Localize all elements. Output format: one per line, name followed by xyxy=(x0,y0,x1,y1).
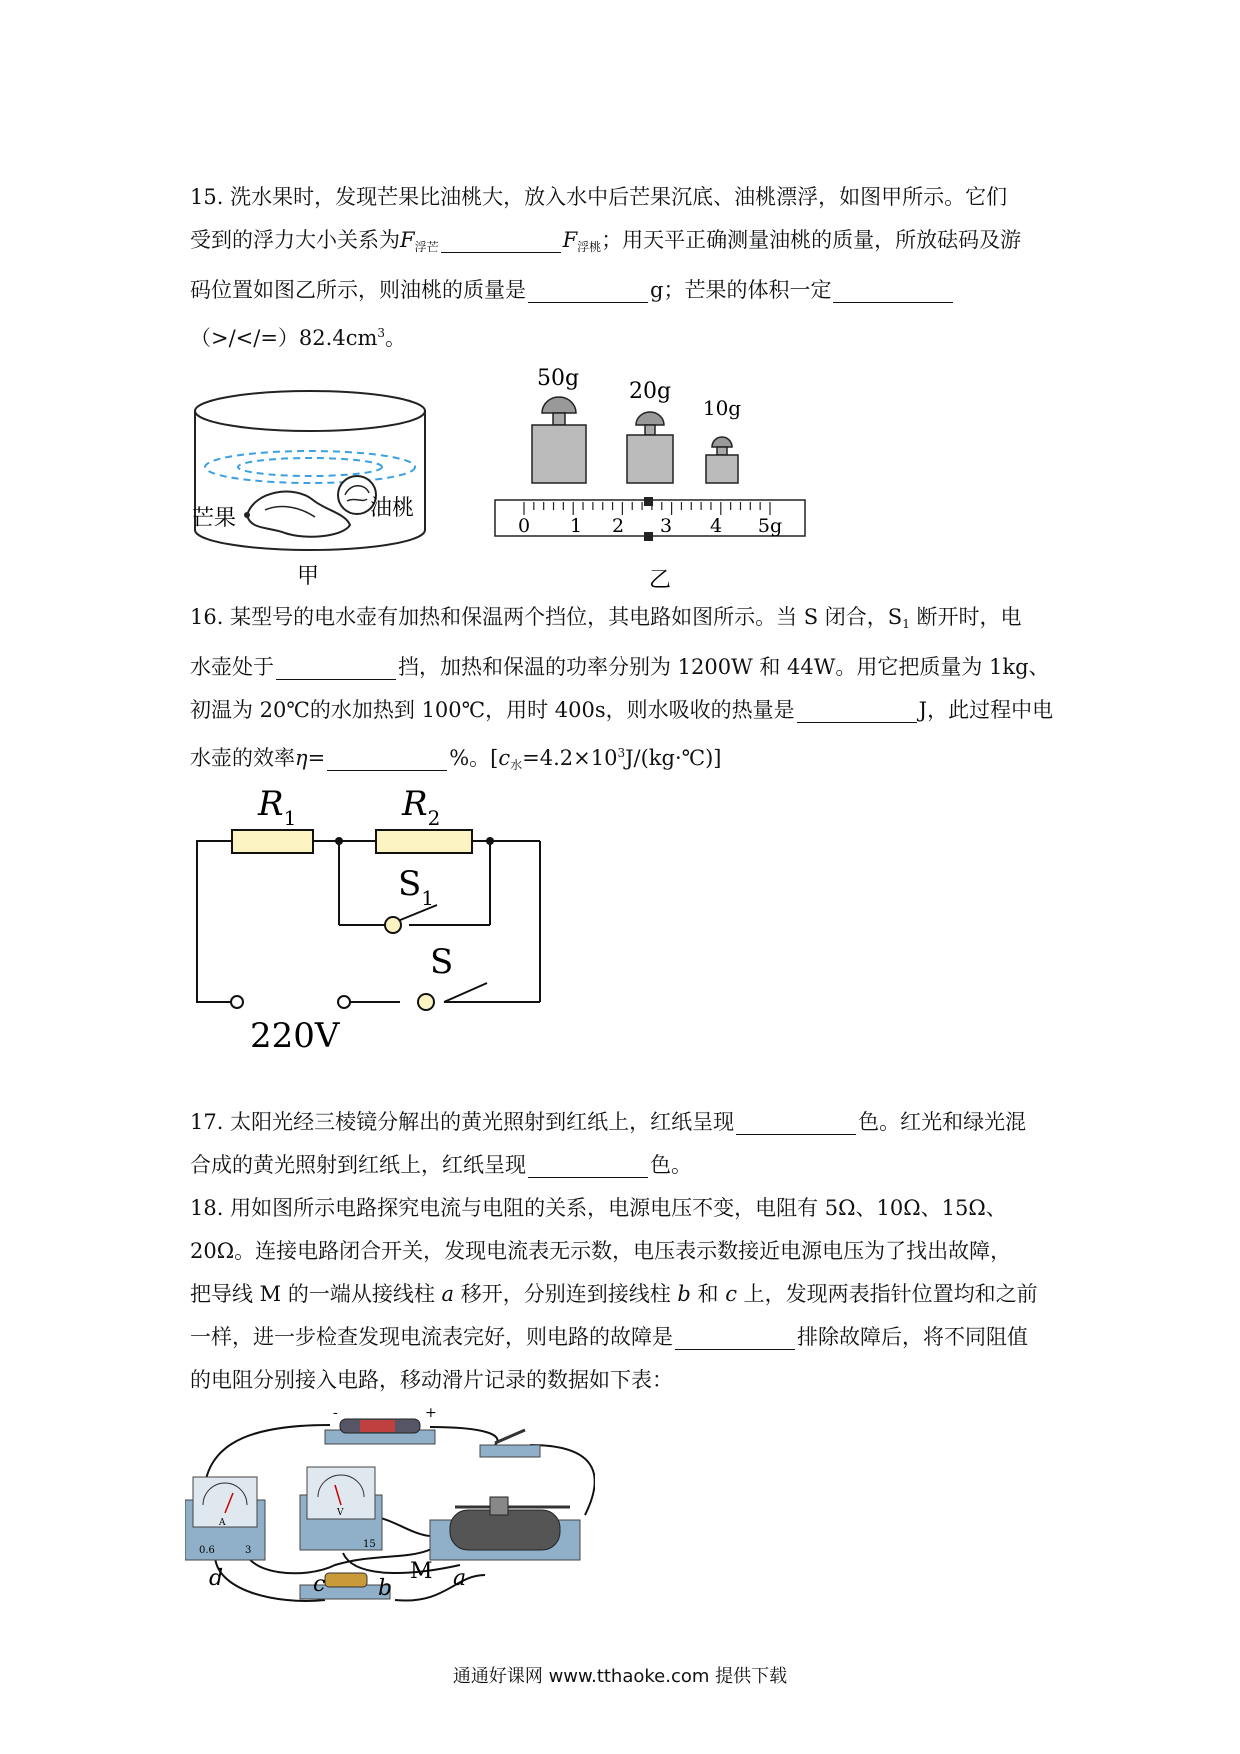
question-16-text xyxy=(190,596,1060,787)
label-mango: 芒果 xyxy=(192,506,237,531)
figure-kettle-circuit xyxy=(190,775,560,1055)
weight-50g-label: 50g xyxy=(536,366,580,391)
weight-10g-label: 10g xyxy=(702,396,742,420)
terminal-d-label: d xyxy=(209,1566,224,1591)
q18-line-1: 18. 用如图所示电路探究电流与电阻的关系，电源电压不变，电阻有 5Ω、10Ω、15Ω、 xyxy=(190,1196,1007,1220)
switch-s1-contact xyxy=(385,917,401,933)
voltmeter-v-label: V xyxy=(337,1508,344,1518)
page-footer: 通通好课网 www.tthaoke.com 提供下载 xyxy=(452,1666,788,1687)
q16-line-4: 水壶的效率η= %。$[c_水=4.2\times 10^3J/(kg\cdot℃)]$ xyxy=(190,746,722,772)
resistor-r2 xyxy=(376,830,472,853)
rider-marker xyxy=(644,497,653,506)
battery-minus-label: - xyxy=(333,1405,338,1421)
wire-m-label: M xyxy=(410,1559,433,1584)
answer-blank xyxy=(327,746,447,771)
answer-blank xyxy=(528,278,648,303)
ammeter-a-label: A xyxy=(219,1518,226,1528)
label-r2: $R_2$ xyxy=(402,784,441,830)
q15-line-2: 受到的浮力大小关系为$F_{浮芒}$ $F_{浮桃}$；用天平正确测量油桃的质量，所放砝码及游 xyxy=(190,228,1022,254)
label-s1: $S_1$ xyxy=(398,864,435,910)
ammeter-06-label: 0.6 xyxy=(199,1545,215,1556)
q16-line-3: 初温为 20℃的水加热到 100℃，用时 400s，则水吸收的热量是 J，此过程中电 xyxy=(190,698,1054,722)
q15-line-3: 码位置如图乙所示，则油桃的质量是 g；芒果的体积一定 xyxy=(190,269,1060,312)
terminal-b-label: b xyxy=(378,1576,393,1601)
label-220v: 220V xyxy=(250,1016,340,1055)
q18-line-2: 20Ω。连接电路闭合开关，发现电流表无示数，电压表示数接近电源电压为了找出故障， xyxy=(190,1239,1012,1263)
label-r1: $R_1$ xyxy=(258,784,297,830)
terminal-a-label: a xyxy=(453,1566,467,1591)
figure-jia-water-basin xyxy=(185,385,435,595)
answer-blank xyxy=(441,228,561,253)
weight-20g-label: 20g xyxy=(628,379,672,404)
answer-blank xyxy=(833,278,953,303)
terminal-c-label: c xyxy=(313,1572,326,1597)
answer-blank xyxy=(675,1325,795,1350)
label-s: S xyxy=(430,942,454,982)
label-nectarine: 油桃 xyxy=(370,496,415,521)
q18-line-4: 一样，进一步检查发现电流表完好，则电路的故障是 排除故障后，将不同阻值 xyxy=(190,1325,1028,1349)
caption-yi: 乙 xyxy=(648,568,672,593)
battery-plus-label: + xyxy=(425,1405,437,1421)
resistor-r1 xyxy=(232,830,313,853)
scale-tick-4: 4 xyxy=(709,515,723,537)
q18-line-3: 把导线 M 的一端从接线柱 a 移开，分别连到接线柱 b 和 c 上，发现两表指针位置均和之前 xyxy=(190,1282,1038,1306)
question-18-text xyxy=(190,1187,1060,1402)
answer-blank xyxy=(797,698,917,723)
q15-line-1: 15. 洗水果时，发现芒果比油桃大，放入水中后芒果沉底、油桃漂浮，如图甲所示。它们 xyxy=(190,185,1008,209)
answer-blank xyxy=(276,655,396,680)
q15-line-4: $(>/</=)82.4cm^3$。 xyxy=(190,326,407,350)
scale-tick-0: 0 xyxy=(517,515,531,537)
scale-tick-5g: 5g xyxy=(757,515,783,537)
q16-line-1: 16. 某型号的电水壶有加热和保温两个挡位，其电路如图所示。当 S 闭合，$S_1$ 断开时，电 xyxy=(190,605,1022,631)
question-15-text xyxy=(190,176,1060,360)
scale-tick-1: 1 xyxy=(569,515,583,537)
q17-line-1: 17. 太阳光经三棱镜分解出的黄光照射到红纸上，红纸呈现 色。红光和绿光混 xyxy=(190,1110,1027,1134)
scale-tick-3: 3 xyxy=(659,515,673,537)
q18-line-5: 的电阻分别接入电路，移动滑片记录的数据如下表： xyxy=(190,1368,673,1392)
voltmeter-15-label: 15 xyxy=(363,1539,376,1550)
answer-blank xyxy=(528,1153,648,1178)
q17-line-2: 合成的黄光照射到红纸上，红纸呈现 色。 xyxy=(190,1153,692,1177)
question-17-text xyxy=(190,1101,1060,1187)
switch-s-contact xyxy=(418,994,434,1010)
answer-blank xyxy=(736,1110,856,1135)
caption-jia: 甲 xyxy=(297,564,320,589)
figure-experiment-apparatus xyxy=(185,1405,595,1615)
ammeter-3-label: 3 xyxy=(245,1545,252,1556)
q16-line-2: 水壶处于 挡，加热和保温的功率分别为 1200W 和 44W。用它把质量为 1kg、 xyxy=(190,655,1050,679)
scale-tick-2: 2 xyxy=(611,515,625,537)
figure-yi-weights-and-scale xyxy=(490,355,820,595)
